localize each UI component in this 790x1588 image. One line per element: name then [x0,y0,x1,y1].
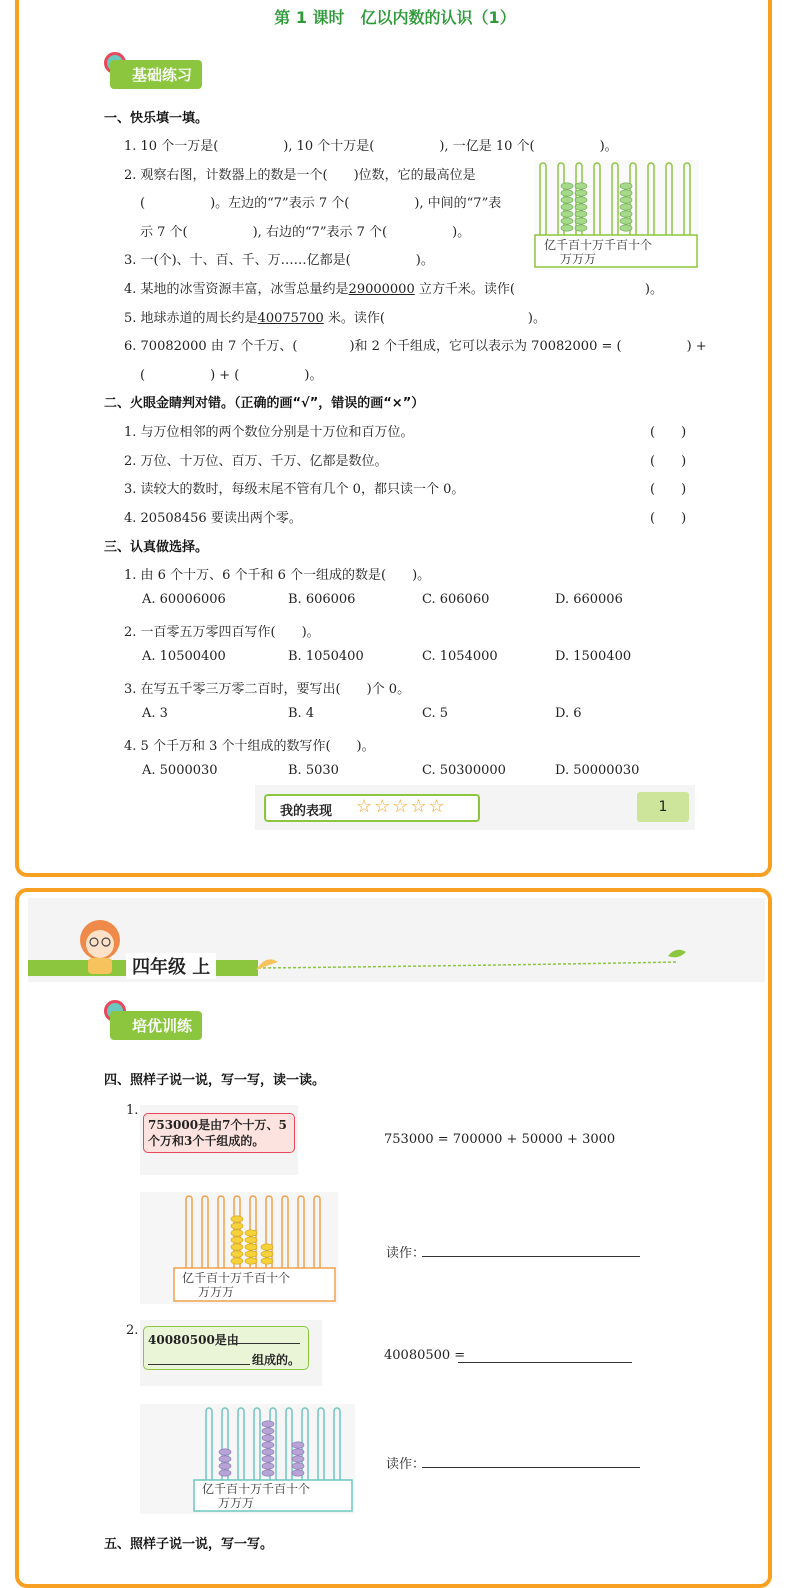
mc4-option-b[interactable]: B. 5030 [288,763,339,778]
section-tag-advanced: 培优训练 [110,1011,202,1040]
part3-heading: 三、认真做选择。 [104,540,209,555]
mc-question-3: 3. 在写五千零三万零二百时，要写出( )个 0。 [124,682,411,697]
ex2-number: 2. [126,1323,139,1338]
mc1-option-b[interactable]: B. 606006 [288,592,356,607]
tf-item-2: 2. 万位、十万位、百万、千万、亿都是数位。 [124,454,388,469]
q2-line1: 2. 观察右图，计数器上的数是一个( )位数，它的最高位是 [124,168,476,183]
abacus2-labels-row2: 万万万 [198,1285,235,1299]
ex2-card-blank-1[interactable] [232,1343,300,1344]
abacus3-labels-row1: 亿千百十万千百十个 [202,1482,311,1496]
q2-line2: ( )。左边的“7”表示 7 个( ), 中间的“7”表 [140,196,502,211]
mc1-option-a[interactable]: A. 60006006 [142,592,226,607]
mc3-option-c[interactable]: C. 5 [422,706,449,721]
worksheet-page-2 [15,888,772,1588]
mc2-option-d[interactable]: D. 1500400 [555,649,632,664]
abacus-figure-2 [140,1192,338,1304]
abacus2-labels-row1: 亿千百十万千百十个 [182,1271,291,1285]
lesson-title: 第 1 课时 亿以内数的认识（1） [274,8,516,27]
ex1-number: 1. [126,1103,139,1118]
ex1-equation: 753000 = 700000 + 50000 + 3000 [384,1132,616,1147]
q6-line2: ( ) + ( )。 [140,368,323,383]
grade-banner-title: 四年级 上 [126,953,216,979]
ex2-equation-label: 40080500 = [384,1348,466,1363]
mc3-option-b[interactable]: B. 4 [288,706,315,721]
tf-answer-4[interactable]: ( ) [650,511,687,526]
mc4-option-a[interactable]: A. 5000030 [142,763,218,778]
tf-answer-1[interactable]: ( ) [650,425,687,440]
ex2-card-text-b: 组成的。 [252,1353,301,1367]
part1-heading: 一、快乐填一填。 [104,111,209,126]
abacus-figure-3 [140,1404,355,1514]
mc-question-1: 1. 由 6 个十万、6 个千和 6 个一组成的数是( )。 [124,568,431,583]
ex1-read-answer-line[interactable] [422,1256,640,1257]
mc3-option-d[interactable]: D. 6 [555,706,582,721]
page-number: 1 [637,792,689,822]
mc-question-2: 2. 一百零五万零四百写作( )。 [124,625,320,640]
q6-line1: 6. 70082000 由 7 个千万、( )和 2 个千组成，它可以表示为 70082000 = ( ) + [124,339,707,354]
ex1-read-label: 读作： [386,1246,426,1261]
q5-text: 5. 地球赤道的周长约是40075700 米。读作( )。 [124,311,546,326]
star-rating-icon[interactable]: ☆☆☆☆☆ [356,796,447,817]
q1-text: 1. 10 个一万是( ), 10 个十万是( ), 一亿是 10 个( )。 [124,139,618,154]
mc2-option-b[interactable]: B. 1050400 [288,649,364,664]
part2-heading: 二、火眼金睛判对错。（正确的画“√”，错误的画“×”） [104,396,425,411]
part4-heading: 四、照样子说一说，写一写，读一读。 [104,1073,326,1088]
ex2-card-text-a: 40080500是由 [148,1333,239,1347]
ex1-example-card: 753000是由7个十万、5个万和3个千组成的。 [143,1113,295,1153]
performance-label: 我的表现 [280,804,333,819]
abacus-rods-1 [534,160,699,270]
section-tag-basic: 基础练习 [110,60,202,89]
mc4-option-d[interactable]: D. 50000030 [555,763,640,778]
mc2-option-a[interactable]: A. 10500400 [142,649,226,664]
mc4-option-c[interactable]: C. 50300000 [422,763,506,778]
tf-item-4: 4. 20508456 要读出两个零。 [124,511,302,526]
mc1-option-d[interactable]: D. 660006 [555,592,623,607]
mc3-option-a[interactable]: A. 3 [142,706,168,721]
abacus-figure-1 [534,160,699,270]
abacus1-labels-row1: 亿千百十万千百十个 [544,238,653,252]
ex2-read-answer-line[interactable] [422,1467,640,1468]
abacus3-labels-row2: 万万万 [218,1496,255,1510]
part5-heading: 五、照样子说一说，写一写。 [104,1537,274,1552]
q4-text: 4. 某地的冰雪资源丰富，冰雪总量约是29000000 立方千米。读作( )。 [124,282,663,297]
tf-item-3: 3. 读较大的数时，每级末尾不管有几个 0，都只读一个 0。 [124,482,465,497]
abacus-rods-2 [140,1192,338,1304]
tf-item-1: 1. 与万位相邻的两个数位分别是十万位和百万位。 [124,425,414,440]
q2-line3: 示 7 个( ), 右边的“7”表示 7 个( )。 [140,225,471,240]
ex2-equation-answer-line[interactable] [458,1362,632,1363]
q4-underlined-number: 29000000 [348,282,415,297]
abacus1-labels-row2: 万万万 [560,252,597,266]
mc1-option-c[interactable]: C. 606060 [422,592,490,607]
ex2-read-label: 读作： [386,1457,426,1472]
mc-question-4: 4. 5 个千万和 3 个十组成的数写作( )。 [124,739,375,754]
q3-text: 3. 一(个)、十、百、千、万……亿都是( )。 [124,253,434,268]
ex2-card-blank-2[interactable] [148,1364,250,1365]
performance-box [264,794,480,822]
tf-answer-2[interactable]: ( ) [650,454,687,469]
q5-underlined-number: 40075700 [257,311,324,326]
mc2-option-c[interactable]: C. 1054000 [422,649,498,664]
ex2-example-card [143,1326,309,1370]
tf-answer-3[interactable]: ( ) [650,482,687,497]
